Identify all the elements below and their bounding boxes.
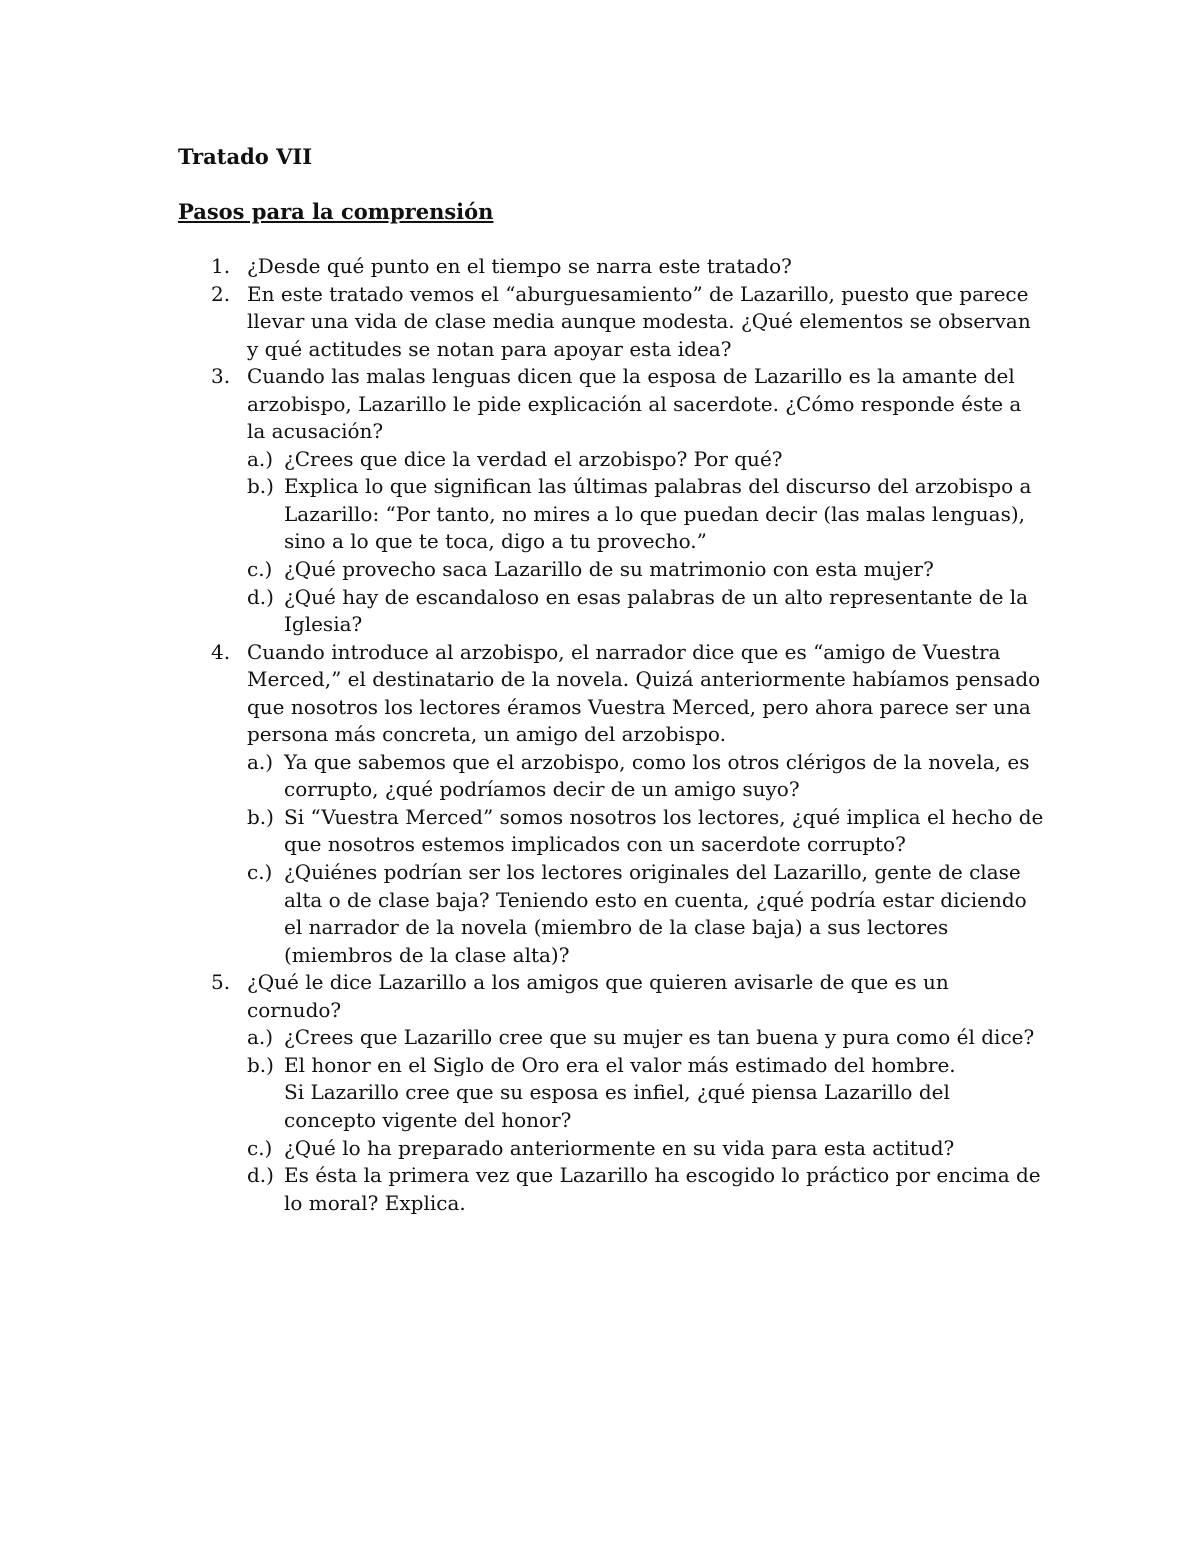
sub-question-line: [0, 859, 1200, 887]
sub-question-marker: c.): [247, 860, 273, 885]
question-text: persona más concreta, un amigo del arzobispo.: [247, 722, 726, 747]
question-item: [0, 281, 1200, 364]
sub-question-marker: b.): [247, 804, 274, 829]
sub-question-text: Iglesia?: [284, 612, 363, 637]
question-text: llevar una vida de clase media aunque modesta. ¿Qué elementos se observan: [247, 309, 1031, 334]
sub-question-marker: d.): [247, 584, 274, 609]
sub-question-marker: b.): [247, 1052, 274, 1077]
sub-question-text: Es ésta la primera vez que Lazarillo ha escogido lo práctico por encima de: [284, 1163, 1041, 1188]
question-number: 3.: [211, 364, 231, 389]
question-item: [0, 253, 1200, 281]
sub-question-text: Ya que sabemos que el arzobispo, como los otros clérigos de la novela, es: [284, 749, 1030, 774]
sub-question-marker: a.): [247, 749, 274, 774]
question-text: En este tratado vemos el “aburguesamiento” de Lazarillo, puesto que parece: [247, 281, 1029, 306]
sub-question-line: [0, 1162, 1200, 1190]
question-number: 1.: [211, 254, 231, 278]
sub-question-text: el narrador de la novela (miembro de la clase baja) a sus lectores: [284, 915, 949, 940]
sub-question-text: corrupto, ¿qué podríamos decir de un amigo suyo?: [284, 777, 800, 802]
sub-question-line: [0, 1052, 1200, 1080]
sub-question-line: [0, 776, 1200, 804]
question-text: Cuando las malas lenguas dicen que la esposa de Lazarillo es la amante del: [247, 364, 1015, 389]
sub-question-text: ¿Crees que dice la verdad el arzobispo? Por qué?: [284, 446, 783, 471]
sub-question-marker: d.): [247, 1163, 274, 1188]
question-number: 5.: [211, 970, 231, 995]
sub-question-line: [0, 446, 1200, 474]
question-line: [0, 639, 1200, 667]
question-line: [0, 969, 1200, 997]
sub-question-text: (miembros de la clase alta)?: [284, 942, 570, 967]
sub-question-line: [0, 1024, 1200, 1052]
sub-question-line: [0, 831, 1200, 859]
sub-question-line: [0, 611, 1200, 639]
question-text: ¿Qué le dice Lazarillo a los amigos que quieren avisarle de que es un: [247, 970, 949, 995]
question-text: arzobispo, Lazarillo le pide explicación al sacerdote. ¿Cómo responde éste a: [247, 391, 1022, 416]
sub-question-text: Explica lo que significan las últimas palabras del discurso del arzobispo a: [284, 474, 1032, 499]
sub-question-line: [0, 556, 1200, 584]
question-text: y qué actitudes se notan para apoyar esta idea?: [247, 336, 732, 361]
question-number: 4.: [211, 639, 231, 664]
sub-question-line: [0, 804, 1200, 832]
sub-question-line: [0, 584, 1200, 612]
sub-question-line: [0, 473, 1200, 501]
question-line: [0, 336, 1200, 364]
question-line: [0, 308, 1200, 336]
sub-question-marker: a.): [247, 446, 274, 471]
sub-question-line: [0, 749, 1200, 777]
question-line: [0, 666, 1200, 694]
sub-question-text: Si Lazarillo cree que su esposa es infiel, ¿qué piensa Lazarillo del: [284, 1080, 950, 1105]
question-item: [0, 639, 1200, 970]
sub-question-text: Si “Vuestra Merced” somos nosotros los lectores, ¿qué implica el hecho de: [284, 804, 1044, 829]
document-title: Tratado VII: [178, 144, 313, 169]
sub-question-text: que nosotros estemos implicados con un sacerdote corrupto?: [284, 832, 906, 857]
sub-question-line: [0, 501, 1200, 529]
sub-question-marker: a.): [247, 1025, 274, 1050]
question-line: [0, 997, 1200, 1025]
sub-question-line: [0, 914, 1200, 942]
question-number: 2.: [211, 281, 231, 306]
sub-question-text: alta o de clase baja? Teniendo esto en cuenta, ¿qué podría estar diciendo: [284, 887, 1027, 912]
sub-question-text: concepto vigente del honor?: [284, 1107, 572, 1132]
sub-question-text: lo moral? Explica.: [284, 1190, 466, 1215]
sub-question-text: sino a lo que te toca, digo a tu provecho.”: [284, 529, 707, 554]
sub-question-text: ¿Qué provecho saca Lazarillo de su matrimonio con esta mujer?: [284, 557, 934, 582]
sub-question-line: [0, 942, 1200, 970]
sub-question-line: [0, 1079, 1200, 1107]
sub-question-text: ¿Crees que Lazarillo cree que su mujer es tan buena y pura como él dice?: [284, 1025, 1035, 1050]
sub-question-marker: b.): [247, 474, 274, 499]
question-line: [0, 391, 1200, 419]
question-text: Cuando introduce al arzobispo, el narrador dice que es “amigo de Vuestra: [247, 639, 1001, 664]
question-text: que nosotros los lectores éramos Vuestra Merced, pero ahora parece ser una: [247, 694, 1031, 719]
question-line: [0, 281, 1200, 309]
question-line: [0, 694, 1200, 722]
question-text: la acusación?: [247, 419, 384, 444]
section-heading: Pasos para la comprensión: [178, 199, 494, 224]
question-line: [0, 363, 1200, 391]
question-list: [0, 253, 1200, 1217]
sub-question-text: ¿Quiénes podrían ser los lectores originales del Lazarillo, gente de clase: [284, 860, 1021, 885]
question-item: [0, 363, 1200, 638]
sub-question-line: [0, 528, 1200, 556]
question-text: ¿Desde qué punto en el tiempo se narra este tratado?: [247, 254, 792, 278]
question-item: [0, 969, 1200, 1217]
question-text: cornudo?: [247, 997, 342, 1022]
question-line: [0, 253, 1200, 281]
sub-question-text: El honor en el Siglo de Oro era el valor más estimado del hombre.: [284, 1052, 956, 1077]
sub-question-marker: c.): [247, 1135, 273, 1160]
sub-question-line: [0, 887, 1200, 915]
sub-question-text: Lazarillo: “Por tanto, no mires a lo que puedan decir (las malas lenguas),: [284, 501, 1025, 526]
sub-question-text: ¿Qué lo ha preparado anteriormente en su vida para esta actitud?: [284, 1135, 955, 1160]
question-line: [0, 418, 1200, 446]
sub-question-line: [0, 1190, 1200, 1218]
sub-question-text: ¿Qué hay de escandaloso en esas palabras de un alto representante de la: [284, 584, 1029, 609]
question-text: Merced,” el destinatario de la novela. Quizá anteriormente habíamos pensado: [247, 667, 1041, 692]
sub-question-line: [0, 1135, 1200, 1163]
sub-question-marker: c.): [247, 557, 273, 582]
sub-question-line: [0, 1107, 1200, 1135]
question-line: [0, 721, 1200, 749]
